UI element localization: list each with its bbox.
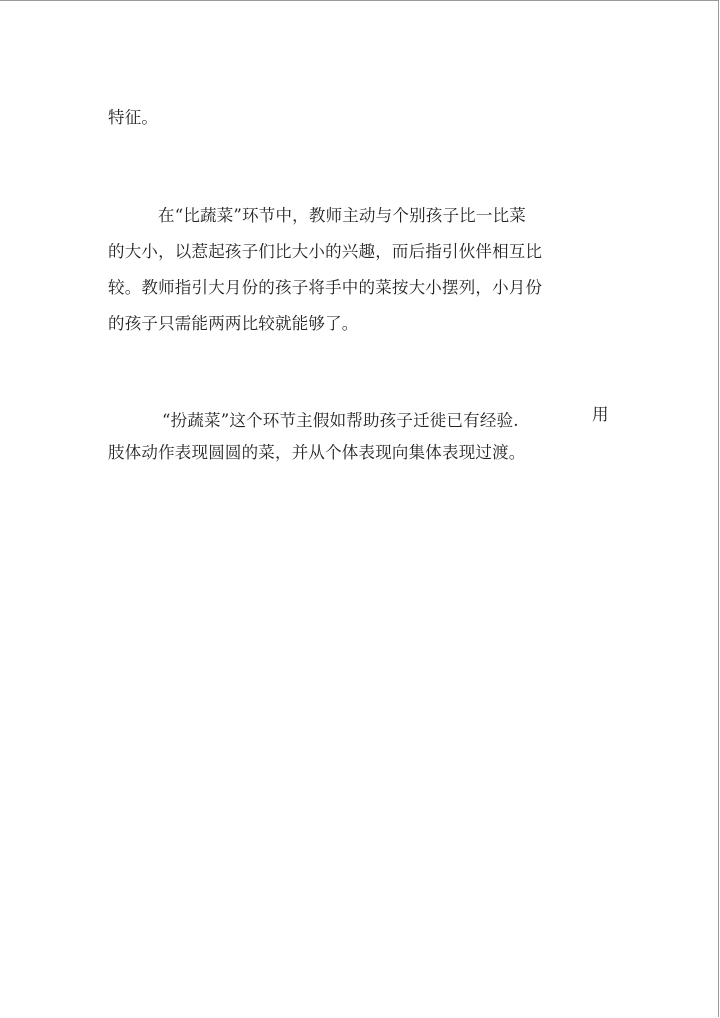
- paragraph-2-line-2: 的大小，以惹起孩子们比大小的兴趣，而后指引伙伴相互比: [108, 242, 543, 261]
- paragraph-2-line-3: 较。教师指引大月份的孩子将手中的菜按大小摆列，小月份: [108, 278, 543, 297]
- paragraph-2-line-1: 在“比蔬菜”环节中，教师主动与个别孩子比一比菜: [158, 206, 526, 225]
- paragraph-1-line-1: 特征。: [108, 108, 159, 127]
- paragraph-3-line-1: “扮蔬菜”这个环节主假如帮助孩子迁徙已有经验.: [162, 411, 519, 430]
- paragraph-3-line-2: 肢体动作表现圆圆的菜，并从个体表现向集体表现过渡。: [108, 443, 526, 462]
- paragraph-2-line-4: 的孩子只需能两两比较就能够了。: [108, 314, 359, 333]
- paragraph-3-floating-word: 用: [592, 405, 609, 424]
